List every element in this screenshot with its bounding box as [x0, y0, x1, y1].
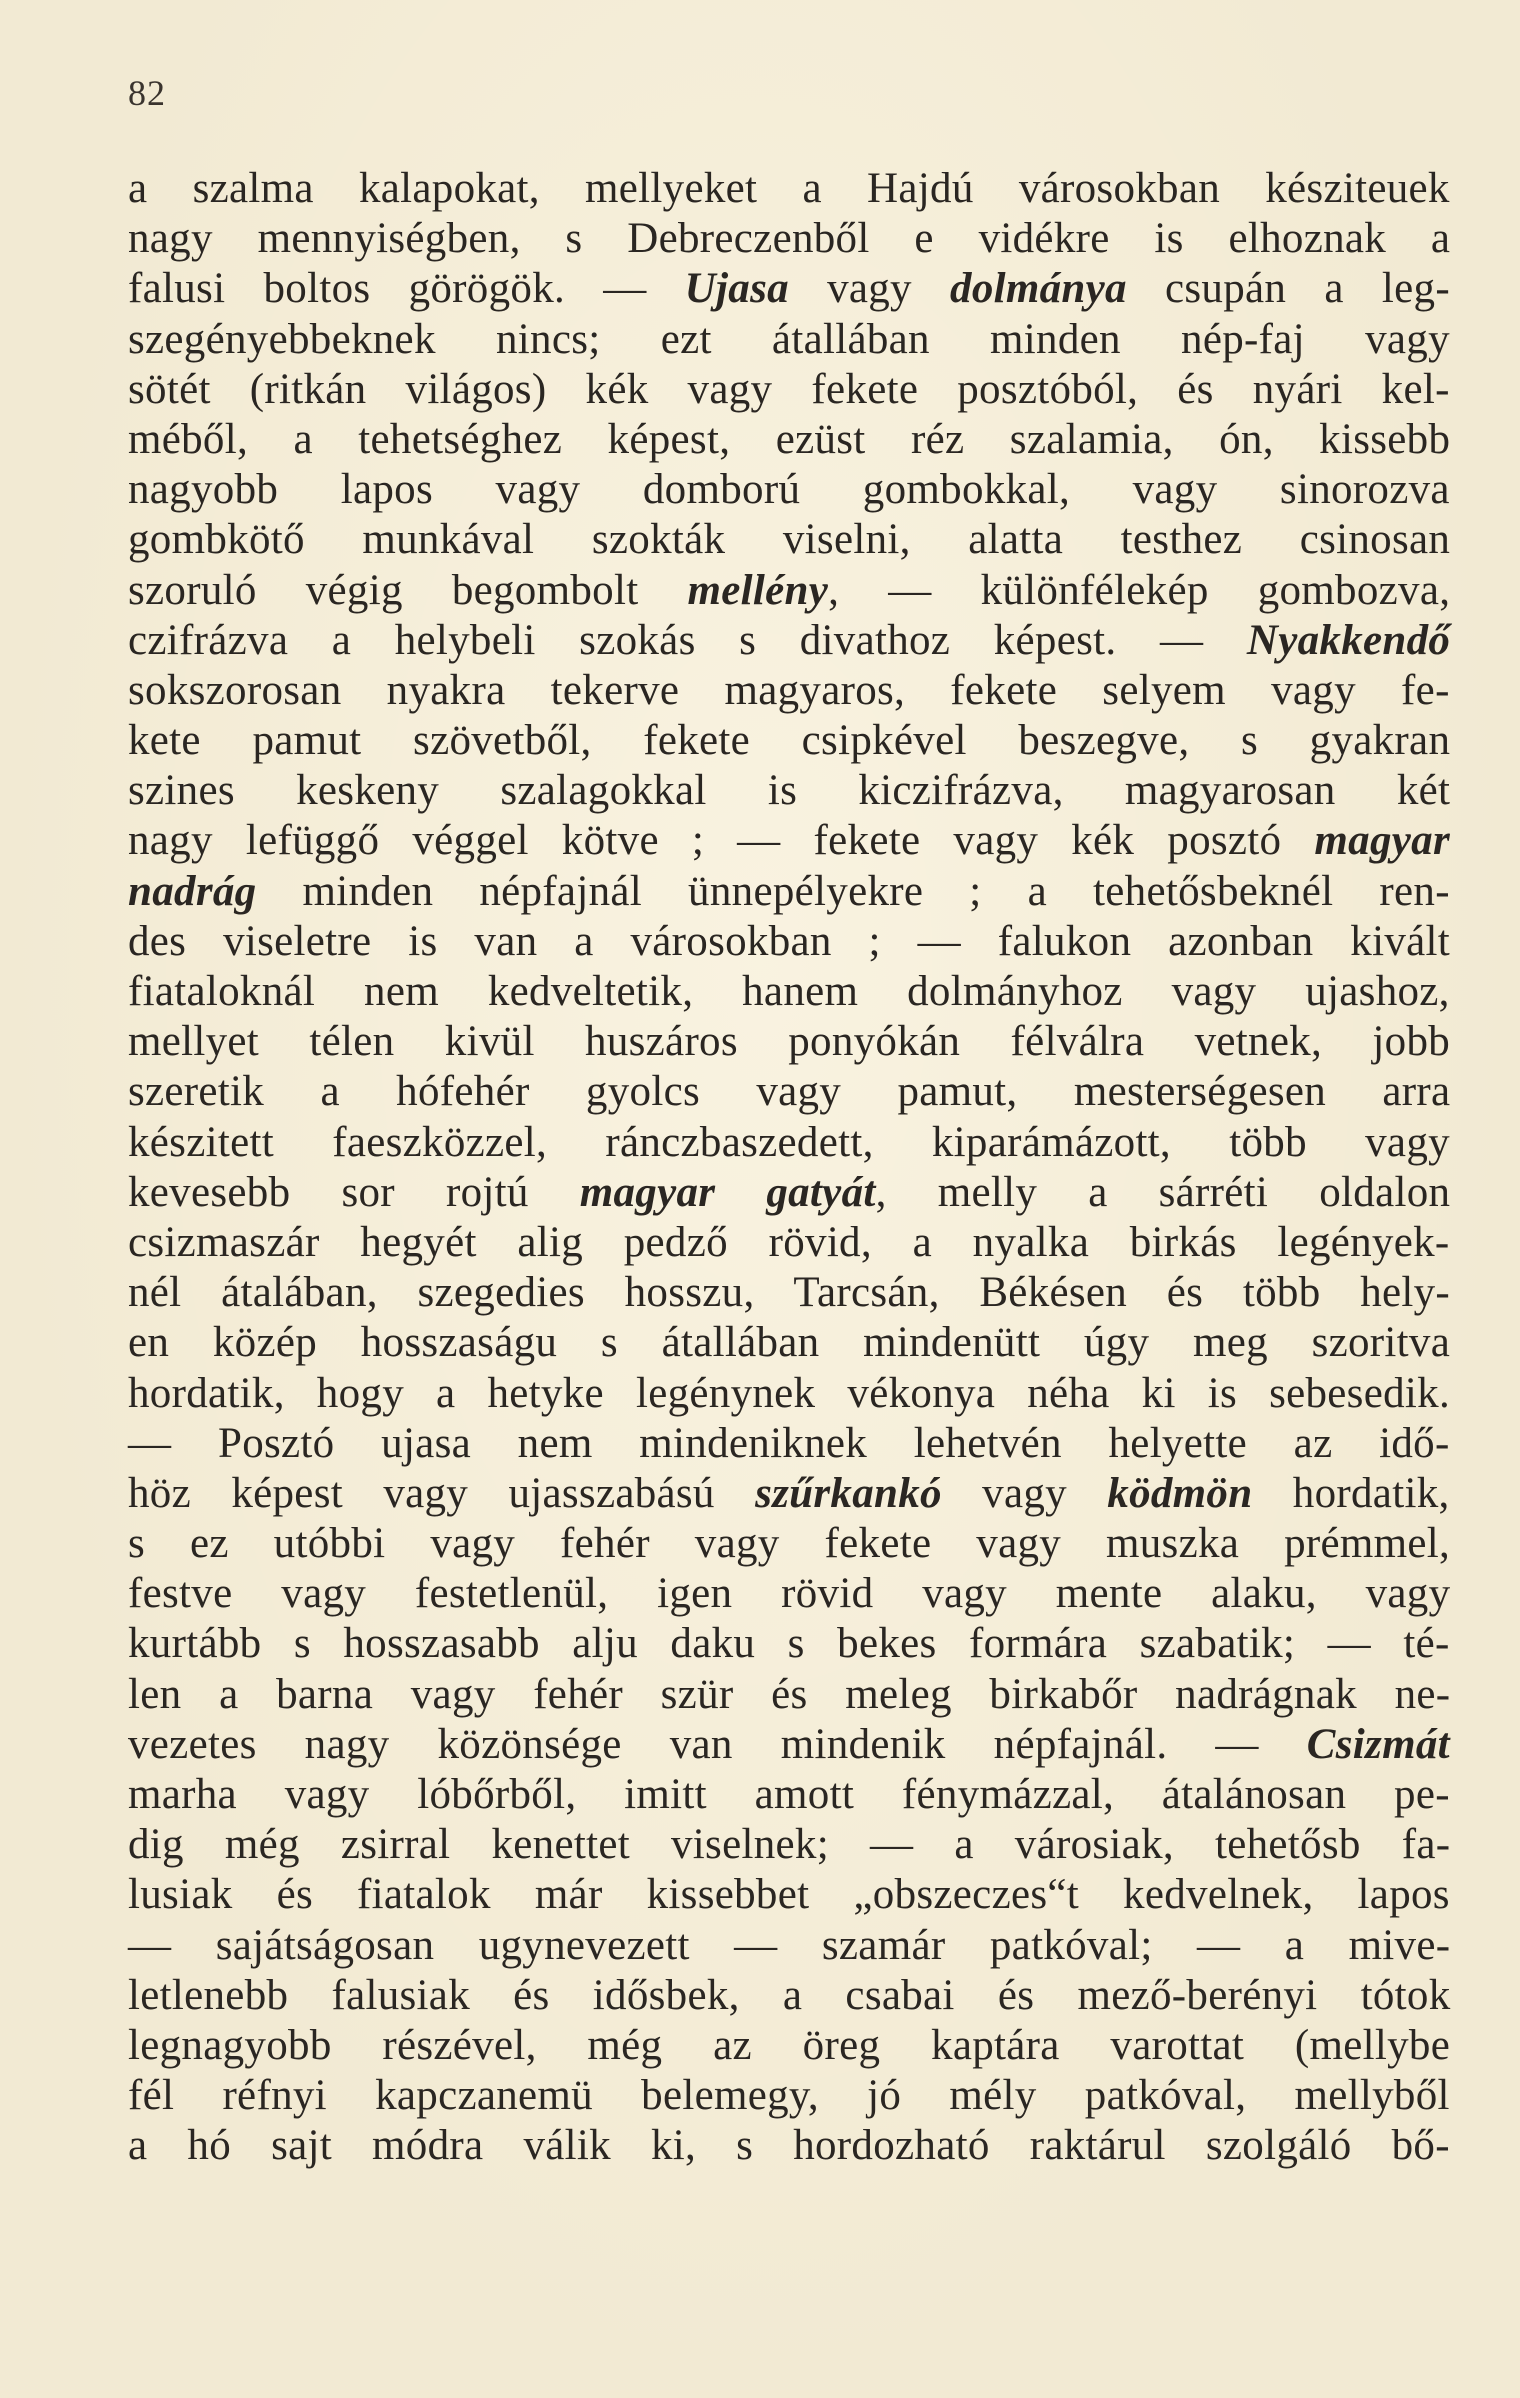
- text-segment: legnagyobb részével, még az öreg kaptára varottat (mellybe: [128, 2021, 1451, 2069]
- text-line: [128, 716, 1450, 766]
- emphasized-term: Ujasa: [684, 265, 789, 313]
- text-line: [128, 1720, 1450, 1770]
- text-line: [128, 315, 1450, 365]
- emphasized-term: szűrkankó: [755, 1469, 942, 1517]
- text-line: [128, 1369, 1450, 1419]
- emphasized-term: mellény: [687, 566, 829, 614]
- text-line: [128, 917, 1450, 967]
- text-line: [128, 1268, 1450, 1318]
- emphasized-term: magyar gatyát: [579, 1168, 876, 1216]
- text-line: [128, 1619, 1450, 1669]
- text-line: [128, 164, 1450, 214]
- text-line: [128, 1971, 1450, 2021]
- text-line: [128, 1870, 1450, 1920]
- text-segment: czifrázva a helybeli szokás s divathoz képest. —: [128, 616, 1247, 664]
- text-segment: — Posztó ujasa nem mindeniknek lehetvén helyette az idő-: [128, 1419, 1450, 1467]
- text-line: [128, 1519, 1450, 1569]
- text-line: [128, 415, 1450, 465]
- text-line: [128, 264, 1450, 314]
- text-line: [128, 867, 1450, 917]
- text-segment: minden népfajnál ünnepélyekre ; a tehetősbeknél ren-: [256, 867, 1450, 915]
- text-line: [128, 2121, 1450, 2171]
- text-line: [128, 1218, 1450, 1268]
- text-segment: nagy lefüggő véggel kötve ; — fekete vagy kék posztó: [128, 817, 1315, 865]
- text-segment: des viseletre is van a városokban ; — falukon azonban kivált: [128, 917, 1451, 965]
- text-line: [128, 465, 1450, 515]
- text-segment: szoruló végig begombolt: [128, 566, 688, 614]
- text-segment: len a barna vagy fehér szür és meleg birkabőr nadrágnak ne-: [128, 1670, 1451, 1718]
- text-segment: letlenebb falusiak és idősbek, a csabai és mező-berényi tótok: [128, 1971, 1451, 2019]
- text-line: [128, 566, 1450, 616]
- text-segment: vagy: [941, 1469, 1108, 1517]
- text-segment: sötét (ritkán világos) kék vagy fekete posztóból, és nyári kel-: [128, 365, 1450, 413]
- text-segment: fiataloknál nem kedveltetik, hanem dolmányhoz vagy ujashoz,: [128, 968, 1450, 1015]
- text-segment: hordatik, hogy a hetyke legénynek vékonya néha ki is sebesedik.: [128, 1369, 1450, 1417]
- text-segment: , melly a sárréti oldalon: [875, 1168, 1451, 1216]
- text-segment: vagy: [788, 265, 951, 313]
- emphasized-term: dolmánya: [950, 265, 1127, 313]
- text-line: [128, 1820, 1450, 1870]
- text-segment: dig még zsirral kenettet viselnek; — a városiak, tehetősb fa-: [128, 1821, 1451, 1869]
- body-text: [128, 164, 1450, 2172]
- text-segment: marha vagy lóbőrből, imitt amott fénymázzal, átalánosan pe-: [128, 1771, 1450, 1818]
- text-line: [128, 1569, 1450, 1619]
- text-line: [128, 1017, 1450, 1067]
- text-segment: fél réfnyi kapczanemü belemegy, jó mély patkóval, mellyből: [128, 2072, 1450, 2120]
- text-segment: falusi boltos görögök. —: [128, 265, 685, 313]
- text-line: [128, 1168, 1450, 1218]
- emphasized-term: nadrág: [128, 867, 257, 915]
- text-line: [128, 616, 1450, 666]
- text-segment: , — különfélekép gombozva,: [828, 566, 1451, 614]
- text-line: [128, 1670, 1450, 1720]
- emphasized-term: Csizmát: [1306, 1720, 1450, 1768]
- text-line: [128, 1318, 1450, 1368]
- text-segment: szines keskeny szalagokkal is kiczifrázva, magyarosan két: [128, 767, 1451, 815]
- text-segment: nagy mennyiségben, s Debreczenből e vidékre is elhoznak a: [128, 215, 1451, 263]
- text-line: [128, 1469, 1450, 1519]
- text-line: [128, 816, 1450, 866]
- text-segment: sokszorosan nyakra tekerve magyaros, fekete selyem vagy fe-: [128, 666, 1450, 714]
- text-segment: gombkötő munkával szokták viselni, alatta testhez csinosan: [128, 516, 1451, 564]
- emphasized-term: magyar: [1314, 817, 1450, 865]
- text-segment: kevesebb sor rojtú: [128, 1168, 580, 1216]
- text-line: [128, 2021, 1450, 2071]
- text-line: [128, 666, 1450, 716]
- page-number: 82: [128, 73, 166, 113]
- text-line: [128, 766, 1450, 816]
- text-line: [128, 967, 1450, 1017]
- text-line: [128, 1067, 1450, 1117]
- text-segment: vezetes nagy közönsége van mindenik népfajnál. —: [128, 1720, 1307, 1768]
- text-line: [128, 1419, 1450, 1469]
- text-segment: csupán a leg-: [1126, 265, 1450, 313]
- text-line: [128, 1118, 1450, 1168]
- text-segment: kete pamut szövetből, fekete csipkével beszegve, s gyakran: [128, 717, 1451, 765]
- text-line: [128, 365, 1450, 415]
- text-line: [128, 1770, 1450, 1820]
- text-segment: a hó sajt módra válik ki, s hordozható raktárul szolgáló bő-: [128, 2122, 1450, 2170]
- emphasized-term: ködmön: [1107, 1469, 1253, 1517]
- text-segment: en közép hosszaságu s átallában mindenütt úgy meg szoritva: [128, 1319, 1451, 1367]
- text-segment: lusiak és fiatalok már kissebbet „obszeczes“t kedvelnek, lapos: [128, 1871, 1450, 1919]
- text-segment: a szalma kalapokat, mellyeket a Hajdú városokban késziteuek: [128, 165, 1450, 212]
- text-line: [128, 1921, 1450, 1971]
- text-segment: mellyet télen kivül huszáros ponyókán félválra vetnek, jobb: [128, 1018, 1451, 1066]
- text-segment: kurtább s hosszasabb alju daku s bekes formára szabatik; — té-: [128, 1620, 1450, 1668]
- text-segment: méből, a tehetséghez képest, ezüst réz szalamia, ón, kissebb: [128, 415, 1451, 463]
- text-line: [128, 2071, 1450, 2121]
- text-segment: szeretik a hófehér gyolcs vagy pamut, mesterségesen arra: [128, 1068, 1451, 1116]
- text-segment: s ez utóbbi vagy fehér vagy fekete vagy muszka prémmel,: [128, 1520, 1451, 1568]
- text-segment: höz képest vagy ujasszabású: [128, 1469, 756, 1517]
- text-line: [128, 214, 1450, 264]
- emphasized-term: Nyakkendő: [1246, 616, 1451, 664]
- text-line: [128, 515, 1450, 565]
- text-segment: szegényebbeknek nincs; ezt átallában minden nép-faj vagy: [128, 315, 1450, 363]
- text-segment: — sajátságosan ugynevezett — szamár patkóval; — a mive-: [128, 1921, 1451, 1969]
- text-segment: nagyobb lapos vagy domború gombokkal, vagy sinorozva: [128, 466, 1450, 514]
- text-segment: festve vagy festetlenül, igen rövid vagy mente alaku, vagy: [128, 1570, 1451, 1618]
- text-segment: hordatik,: [1252, 1469, 1450, 1517]
- text-segment: csizmaszár hegyét alig pedző rövid, a nyalka birkás legények-: [128, 1218, 1450, 1266]
- text-segment: nél átalában, szegedies hosszu, Tarcsán, Békésen és több hely-: [128, 1269, 1451, 1317]
- text-segment: készitett faeszközzel, ránczbaszedett, kiparámázott, több vagy: [128, 1118, 1450, 1166]
